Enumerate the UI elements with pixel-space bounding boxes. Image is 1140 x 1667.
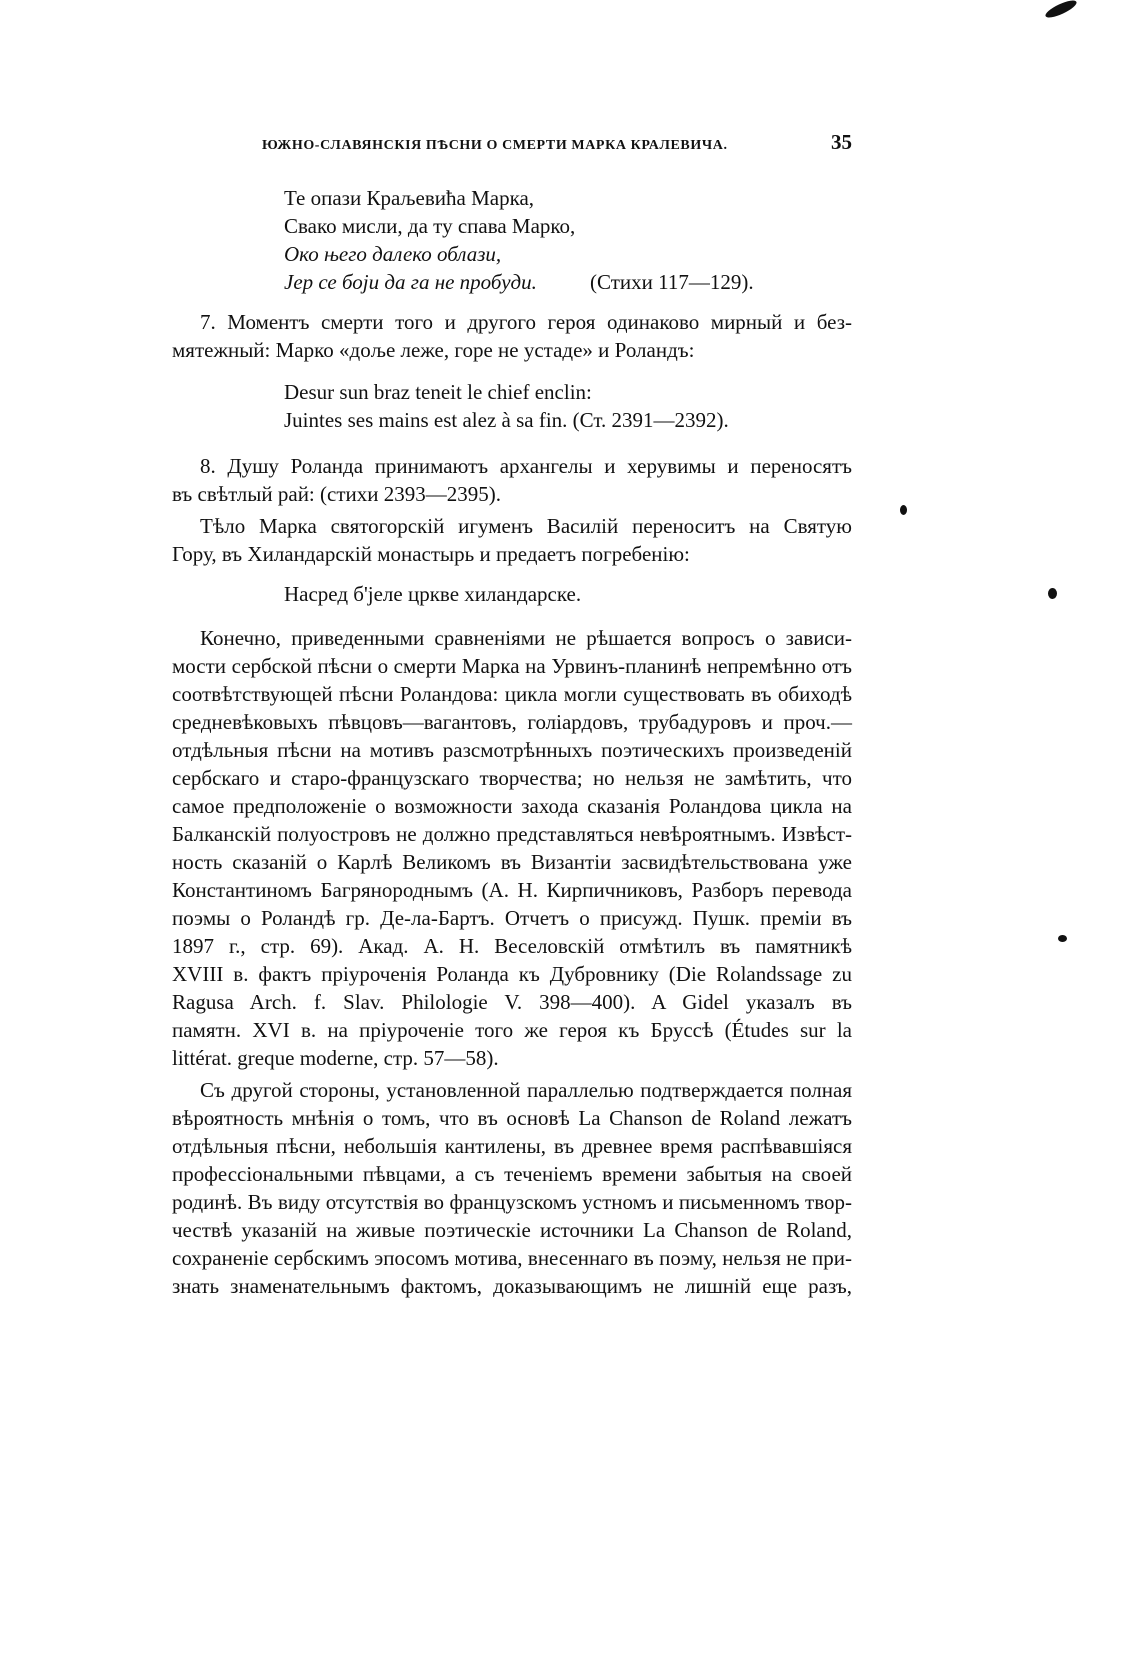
paragraph-line: Ragusa Arch. f. Slav. Philologie V. 398—400). A Gidel указалъ въ [172,990,852,1014]
verse-line: Око њего далеко облази, [284,242,502,266]
scan-speck [1048,588,1057,599]
verse-line: Свако мисли, да ту спава Марко, [284,214,576,238]
verse-reference: (Стихи 117—129). [590,270,754,294]
paragraph-line: XVIII в. фактъ пріуроченія Роланда къ Дубровнику (Die Rolandssage zu [172,962,852,986]
paragraph-line: 8. Душу Роланда принимаютъ архангелы и херувимы и переносятъ [200,454,852,478]
paragraph-line: Съ другой стороны, установленной параллелью подтверждается полная [200,1078,852,1102]
verse-line: Насред б'јеле цркве хиландарске. [284,582,582,606]
verse-line: Desur sun braz teneit le chief enclin: [284,380,592,404]
paragraph-line: Конечно, приведенными сравненіями не рѣшается вопросъ о зависи- [200,626,852,650]
scan-speck [900,505,907,515]
paragraph-line: профессіональными пѣвцами, а съ теченіемъ времени забытыя на своей [172,1162,852,1186]
paragraph-line: родинѣ. Въ виду отсутствія во французскомъ устномъ и письменномъ твор- [172,1190,852,1214]
scan-speck [1058,935,1067,942]
paragraph-line: средневѣковыхъ пѣвцовъ—вагантовъ, голіардовъ, трубадуровъ и проч.— [172,710,852,734]
paragraph-line: самое предположеніе о возможности захода сказанія Роландова цикла на [172,794,852,818]
paragraph-line: вѣроятность мнѣнія о томъ, что въ основѣ La Chanson de Roland лежатъ [172,1106,852,1130]
verse-line: Јер се боји да га не пробуди. [284,270,537,294]
running-head: ЮЖНО-СЛАВЯНСКІЯ ПѢСНИ О СМЕРТИ МАРКА КРАЛЕВИЧА. [262,138,728,153]
paragraph-line: Гору, въ Хиландарскій монастырь и предаетъ погребенію: [172,542,690,566]
paragraph-line: мости сербской пѣсни о смерти Марка на Урвинъ-планинѣ непремѣнно отъ [172,654,852,678]
paragraph-line: Балканскій полуостровъ не должно представляться невѣроятнымъ. Извѣст- [172,822,852,846]
paragraph-line: памятн. XVI в. на пріуроченіе того же героя къ Бруссѣ (Études sur la [172,1018,852,1042]
paragraph-line: мятежный: Марко «доље леже, горе не устаде» и Роландъ: [172,338,695,362]
paragraph-line: чествѣ указаній на живые поэтическіе источники La Chanson de Roland, [172,1218,852,1242]
paragraph-line: знать знаменательнымъ фактомъ, доказывающимъ не лишній еще разъ, [172,1274,852,1298]
paragraph-line: въ свѣтлый рай: (стихи 2393—2395). [172,482,501,506]
paragraph-line: сербскаго и старо-французскаго творчества; но нельзя не замѣтить, что [172,766,852,790]
paragraph-line: ность сказаній о Карлѣ Великомъ въ Византіи засвидѣтельствована уже [172,850,852,874]
paragraph-line: Константиномъ Багрянороднымъ (А. Н. Кирпичниковъ, Разборъ перевода [172,878,852,902]
verse-line: Те опази Краљевића Марка, [284,186,535,210]
page-header [262,130,852,164]
paragraph-line: поэмы о Роландѣ гр. Де-ла-Бартъ. Отчетъ о присужд. Пушк. преміи въ [172,906,852,930]
paragraph-line: littérat. greque moderne, стр. 57—58). [172,1046,499,1070]
paragraph-line: Тѣло Марка святогорскій игуменъ Василій переноситъ на Святую [200,514,852,538]
paragraph-line: отдѣльныя пѣсни на мотивъ разсмотрѣнныхъ поэтическихъ произведеній [172,738,852,762]
paragraph-line: соотвѣтствующей пѣсни Роландова: цикла могли существовать въ обиходѣ [172,682,852,706]
verse-line: Juintes ses mains est alez à sa fin. (Ст. 2391—2392). [284,408,729,432]
paragraph-line: 1897 г., стр. 69). Акад. А. Н. Веселовскій отмѣтилъ въ памятникѣ [172,934,852,958]
page-number: 35 [831,130,852,154]
paragraph-line: отдѣльныя пѣсни, небольшія кантилены, въ древнее время распѣвавшіяся [172,1134,852,1158]
scan-speck [1043,0,1078,21]
paragraph-line: сохраненіе сербскимъ эпосомъ мотива, внесеннаго въ поэму, нельзя не при- [172,1246,852,1270]
paragraph-line: 7. Моментъ смерти того и другого героя одинаково мирный и без- [200,310,852,334]
